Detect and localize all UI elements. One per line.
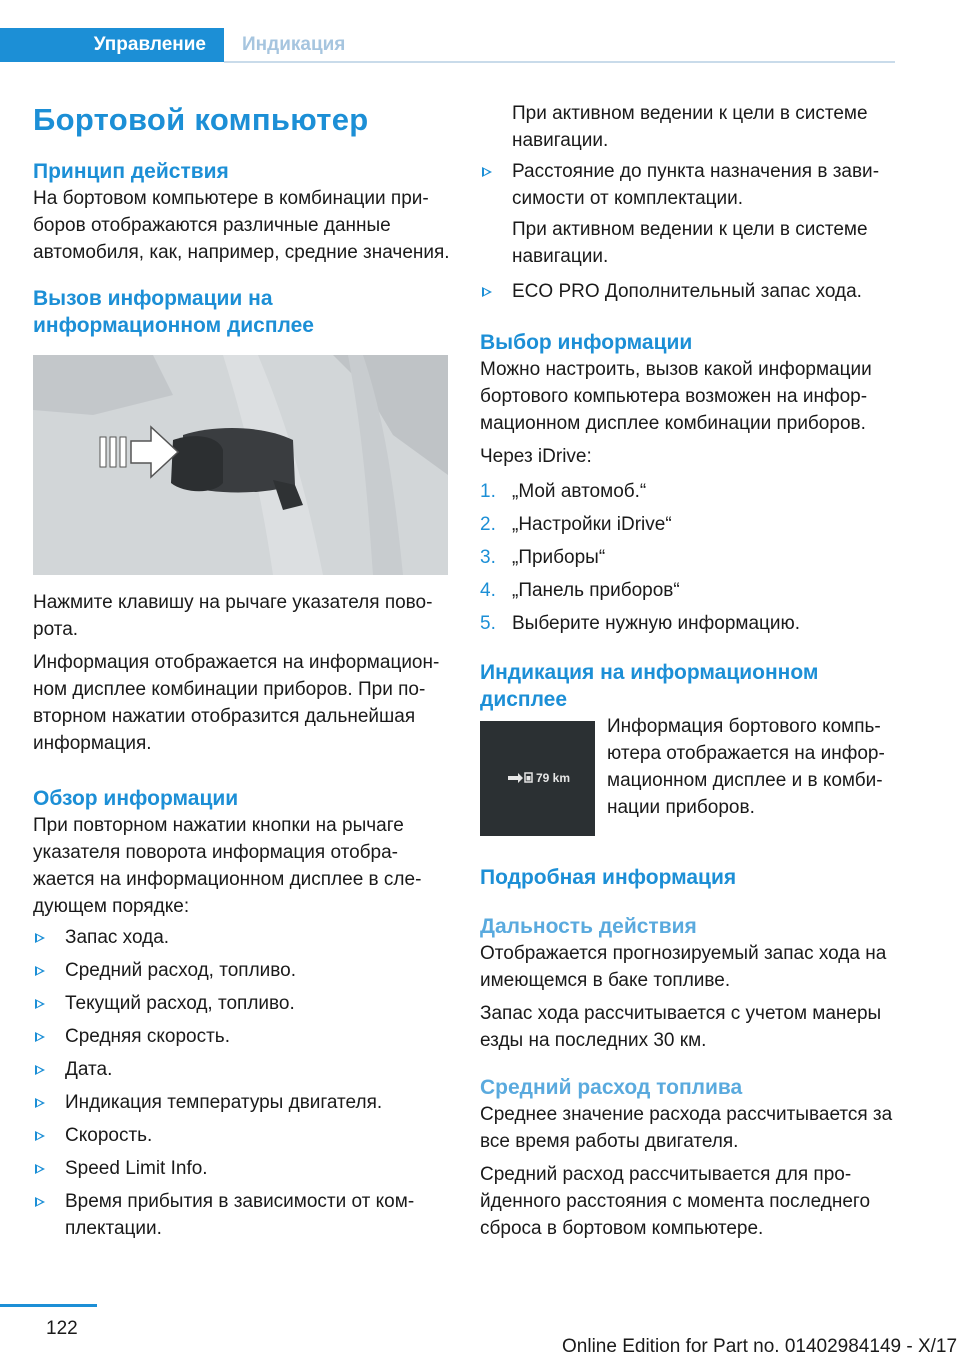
list-item-text: Средний расход, топливо. [65, 960, 297, 981]
overview-list [33, 924, 451, 1242]
step-number: 2. [480, 514, 496, 535]
select-heading: Выбор информации [480, 331, 693, 354]
triangle-bullet-icon [35, 1032, 45, 1042]
triangle-bullet-icon [35, 999, 45, 1009]
info-text: Информация отображается на информационном дисплее комбинации приборов. При повторном нажатии отобразится дальнейшая информация. [33, 652, 440, 754]
step-item [480, 544, 895, 571]
triangle-bullet-icon [35, 1131, 45, 1141]
edition-footer: Online Edition for Part no. 01402984149 - X/17 [562, 1336, 958, 1357]
continued-list [480, 158, 895, 212]
tab-displays-label: Индикация [242, 34, 346, 55]
steps-list [480, 478, 895, 637]
photo-caption: Нажмите клавишу на рычаге указателя поворота. [33, 592, 433, 640]
list-item [33, 1089, 451, 1116]
display-heading: Индикация на информационном дисплее [480, 661, 819, 711]
right-column [480, 100, 895, 1242]
list-item [33, 1188, 451, 1242]
principle-text: На бортовом компьютере в комбинации приборов отображаются различные данные автомобиля, как, например, средние значения. [33, 188, 450, 263]
page-title: Бортовой компьютер [33, 102, 369, 137]
triangle-bullet-icon [482, 287, 492, 297]
range-text-1: Отображается прогнозируемый запас хода на имеющемся в баке топливе. [480, 943, 887, 991]
lever-photo [33, 355, 448, 575]
triangle-bullet-icon [35, 966, 45, 976]
triangle-bullet-icon [482, 167, 492, 177]
call-heading: Вызов информации на информационном дисплее [33, 287, 314, 337]
triangle-bullet-icon [35, 933, 45, 943]
step-text: „Панель приборов“ [512, 580, 680, 601]
step-text: „Мой автомоб.“ [512, 481, 647, 502]
list-item-text: ECO PRO Дополнительный запас хода. [512, 281, 862, 302]
list-item [33, 957, 451, 984]
list-item-text: Расстояние до пункта назначения в зависимости от комплектации. [512, 161, 880, 209]
step-text: „Приборы“ [512, 547, 606, 568]
page-number: 122 [46, 1318, 78, 1339]
list-item [480, 158, 895, 212]
tab-controls[interactable] [0, 28, 224, 62]
principle-heading: Принцип действия [33, 160, 229, 183]
range-heading: Дальность действия [480, 915, 697, 938]
eco-list [480, 278, 895, 305]
triangle-bullet-icon [35, 1098, 45, 1108]
step-item [480, 511, 895, 538]
list-item [33, 1056, 451, 1083]
display-section [480, 716, 895, 836]
step-number: 3. [480, 547, 496, 568]
list-item-text: Индикация температуры двигателя. [65, 1092, 383, 1113]
step-number: 1. [480, 481, 496, 502]
distance-note: При активном ведении к цели в системе навигации. [512, 219, 868, 267]
step-item [480, 610, 895, 637]
footer-rule [0, 1304, 97, 1307]
step-item [480, 478, 895, 505]
step-text: „Настройки iDrive“ [512, 514, 672, 535]
avg-heading: Средний расход топлива [480, 1076, 743, 1099]
step-number: 5. [480, 613, 496, 634]
step-number: 4. [480, 580, 496, 601]
list-item [33, 990, 451, 1017]
list-item [33, 1122, 451, 1149]
select-text: Можно настроить, вызов какой информации бортового компьютера возможен на информационном дисплее комбинации приборов. [480, 359, 872, 434]
triangle-bullet-icon [35, 1164, 45, 1174]
tab-displays[interactable] [224, 28, 374, 62]
overview-text: При повторном нажатии кнопки на рычаге указателя поворота информация отображается на информационном дисплее в следующем порядке: [33, 815, 422, 917]
range-readout: 79 km [536, 771, 571, 785]
header-rule [224, 61, 895, 63]
list-item-text: Текущий расход, топливо. [65, 993, 295, 1014]
list-item-text: Средняя скорость. [65, 1026, 230, 1047]
list-item-text: Время прибытия в зависимости от комплектации. [65, 1191, 415, 1239]
triangle-bullet-icon [35, 1197, 45, 1207]
avg-text-2: Средний расход рассчитывается для пройденного расстояния с момента последнего сброса в бортовом компьютере. [480, 1164, 871, 1239]
header-tabs [0, 28, 895, 62]
list-item [33, 1023, 451, 1050]
list-item-text: Запас хода. [65, 927, 170, 948]
tab-controls-label: Управление [93, 34, 206, 55]
list-item-text: Speed Limit Info. [65, 1158, 208, 1179]
overview-heading: Обзор информации [33, 787, 239, 810]
avg-text-1: Среднее значение расхода рассчитывается за все время работы двигателя. [480, 1104, 893, 1152]
info-display-image [480, 721, 595, 836]
detail-heading: Подробная информация [480, 866, 737, 889]
via-idrive: Через iDrive: [480, 446, 592, 467]
list-item-text: Дата. [65, 1059, 113, 1080]
continued-text: При активном ведении к цели в системе навигации. [512, 103, 868, 151]
step-text: Выберите нужную информацию. [512, 613, 801, 634]
left-column [33, 100, 451, 1242]
list-item-text: Скорость. [65, 1125, 153, 1146]
list-item [33, 1155, 451, 1182]
lever-illustration [33, 355, 448, 575]
list-item [33, 924, 451, 951]
step-item [480, 577, 895, 604]
range-text-2: Запас хода рассчитывается с учетом манеры езды на последних 30 км. [480, 1003, 882, 1051]
triangle-bullet-icon [35, 1065, 45, 1075]
display-text: Информация бортового компьютера отображается на информационном дисплее и в комбинации приборов. [607, 716, 885, 818]
list-item [480, 278, 895, 305]
